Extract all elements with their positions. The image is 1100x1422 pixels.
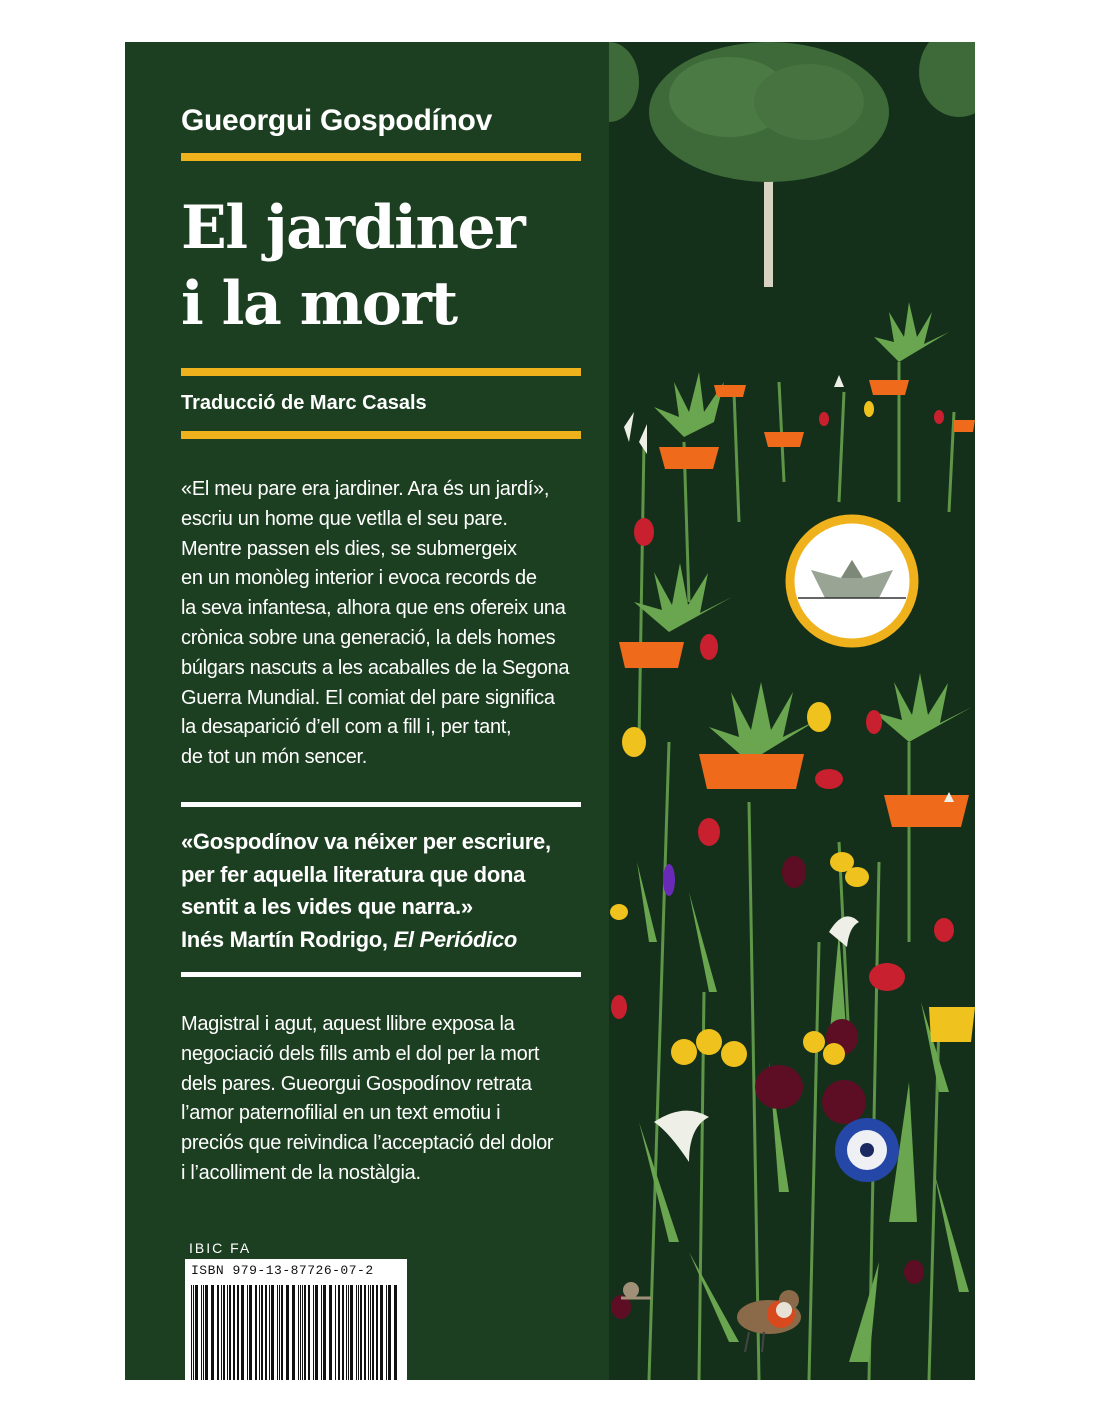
barcode-bar [298, 1285, 299, 1380]
barcode-bar [338, 1285, 340, 1380]
barcode-bar [247, 1285, 248, 1380]
barcode-bar [279, 1285, 280, 1380]
quote-line: «Gospodínov va néixer per escriure, [181, 829, 551, 854]
synopsis-line: la desaparició d’ell com a fill i, per tant, [181, 716, 512, 739]
ibic-code: IBIC FA [189, 1240, 252, 1256]
divider-yellow [181, 431, 581, 439]
barcode-bar [237, 1285, 239, 1380]
barcode-bar [227, 1285, 228, 1380]
barcode-bar [356, 1285, 357, 1380]
text-panel [125, 42, 609, 1380]
divider-white [181, 802, 581, 807]
barcode-bar [221, 1285, 222, 1380]
barcode-bar [315, 1285, 318, 1380]
barcode-bar [323, 1285, 326, 1380]
book-title [181, 190, 524, 342]
barcode-bar [277, 1285, 278, 1380]
barcode-bar [304, 1285, 306, 1380]
title-line-1: El jardiner [181, 193, 525, 263]
barcode-bar [286, 1285, 289, 1380]
barcode-bar [358, 1285, 359, 1380]
barcode-bar [300, 1285, 301, 1380]
barcode-bar [342, 1285, 344, 1380]
description-line: Magistral i agut, aquest llibre exposa la [181, 1013, 515, 1035]
author-name: Gueorgui Gospodínov [181, 104, 492, 137]
barcode-bar [372, 1285, 374, 1380]
barcode-bar [348, 1285, 349, 1380]
synopsis-line: de tot un món sencer. [181, 746, 368, 769]
synopsis-line: Mentre passen els dies, se submergeix [181, 537, 517, 560]
barcode-bar [261, 1285, 263, 1380]
synopsis-line: escriu un home que vetlla el seu pare. [181, 507, 508, 530]
barcode-bar [249, 1285, 252, 1380]
quote-line: per fer aquella literatura que dona [181, 861, 526, 887]
quote-attribution [181, 924, 551, 957]
barcode-bar [394, 1285, 397, 1380]
synopsis-paragraph [181, 475, 601, 773]
barcode-bar [368, 1285, 369, 1380]
barcode-bar [211, 1285, 214, 1380]
barcode-bar [313, 1285, 314, 1380]
barcode-bar [191, 1285, 192, 1380]
barcode-bar [229, 1285, 231, 1380]
description-line: negociació dels fills amb el dol per la mort [181, 1042, 540, 1065]
synopsis-line: «El meu pare era jardiner. Ara és un jardí», [181, 478, 550, 500]
barcode-bar [360, 1285, 362, 1380]
description-paragraph [181, 1010, 601, 1189]
review-quote [181, 826, 551, 956]
barcode-bar [201, 1285, 202, 1380]
title-line-2: i la mort [181, 269, 457, 339]
barcode-bar [364, 1285, 366, 1380]
barcode-bar [255, 1285, 257, 1380]
barcode-bar [346, 1285, 347, 1380]
divider-yellow [181, 153, 581, 161]
isbn-number: ISBN 979-13-87726-07-2 [191, 1263, 374, 1278]
barcode-label [185, 1259, 407, 1380]
barcode-bar [195, 1285, 198, 1380]
barcode-bar [203, 1285, 204, 1380]
barcode-bar [388, 1285, 391, 1380]
barcode-bar [233, 1285, 235, 1380]
barcode-bar [193, 1285, 194, 1380]
description-line: preciós que reivindica l’acceptació del dolor [181, 1132, 554, 1155]
barcode-bar [205, 1285, 208, 1380]
barcode-bar [281, 1285, 283, 1380]
translator-credit: Traducció de Marc Casals [181, 392, 427, 414]
divider-white [181, 972, 581, 977]
barcode-bar [271, 1285, 274, 1380]
barcode-bar [321, 1285, 322, 1380]
barcode-bar [241, 1285, 244, 1380]
flower-garden-illustration [609, 42, 975, 1380]
quote-line: sentit a les vides que narra.» [181, 894, 473, 919]
book-back-cover [125, 42, 975, 1380]
barcode-bar [329, 1285, 332, 1380]
barcode-bar [350, 1285, 353, 1380]
barcode-bar [380, 1285, 383, 1380]
divider-yellow [181, 368, 581, 376]
synopsis-line: crònica sobre una generació, la dels homes [181, 626, 556, 649]
synopsis-line: en un monòleg interior i evoca records de [181, 567, 537, 590]
barcode-bar [302, 1285, 303, 1380]
barcode-bar [259, 1285, 260, 1380]
barcode-bar [386, 1285, 387, 1380]
description-line: i l’acolliment de la nostàlgia. [181, 1161, 421, 1184]
barcode-bar [217, 1285, 219, 1380]
synopsis-line: la seva infantesa, alhora que ens ofereix una [181, 597, 566, 620]
barcode-bar [292, 1285, 295, 1380]
publication-name: El Periódico [393, 926, 518, 952]
barcode-bar [265, 1285, 267, 1380]
paper-boat-icon [783, 512, 921, 650]
critic-name: Inés Martín Rodrigo, [181, 926, 388, 952]
barcode-bar [335, 1285, 336, 1380]
barcode-bar [376, 1285, 378, 1380]
barcode-bar [308, 1285, 310, 1380]
barcode-bar [269, 1285, 270, 1380]
barcode-icon [191, 1285, 401, 1380]
synopsis-line: búlgars nascuts a les acaballes de la Segona [181, 656, 570, 679]
synopsis-line: Guerra Mundial. El comiat del pare significa [181, 686, 555, 709]
barcode-bar [370, 1285, 371, 1380]
description-line: dels pares. Gueorgui Gospodínov retrata [181, 1072, 532, 1095]
description-line: l’amor paternofilial en un text emotiu i [181, 1102, 501, 1125]
barcode-bar [223, 1285, 225, 1380]
